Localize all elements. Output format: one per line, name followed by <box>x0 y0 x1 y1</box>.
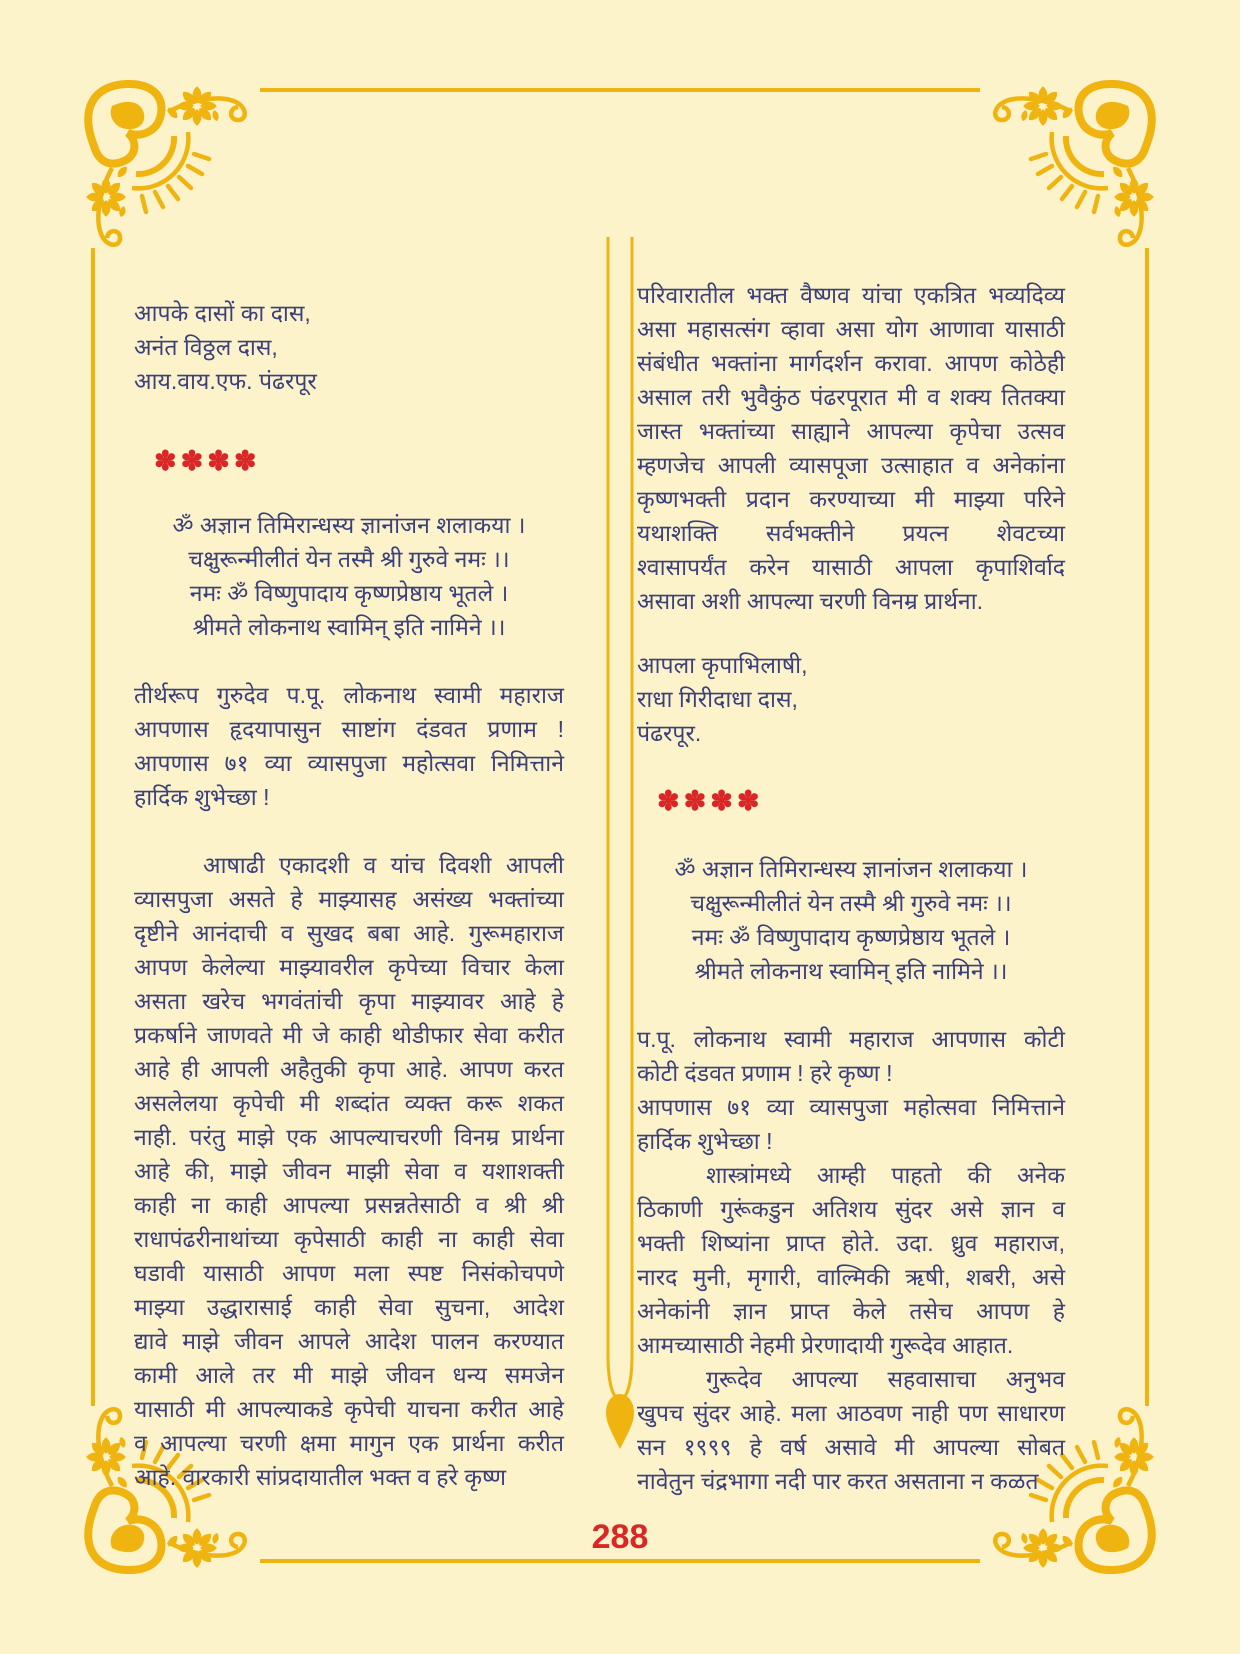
text-line: आय.वाय.एफ. पंढरपूर <box>134 368 317 394</box>
text-line: चक्षुरून्मीलीतं येन तस्मै श्री गुरुवे नमः ।। <box>690 890 1012 916</box>
text-line: श्वासापर्यंत करेन यासाठी आपला कृपाशिर्वाद <box>637 554 1065 580</box>
text-line: नमः ॐ विष्णुपादाय कृष्णप्रेष्ठाय भूतले । <box>691 924 1011 950</box>
left-salutation <box>134 678 564 814</box>
text-line: आषाढी एकादशी व यांच दिवशी आपली <box>134 852 564 878</box>
left-shloka <box>134 508 564 644</box>
text-line: व आपल्या चरणी क्षमा मागुन एक प्रार्थना करीत <box>134 1430 564 1456</box>
text-line: असता खरेच भगवंतांची कृपा माझ्यावर आहे हे <box>134 988 564 1014</box>
text-line: हार्दिक शुभेच्छा ! <box>134 784 270 810</box>
right-paragraph-one <box>637 1158 1065 1362</box>
text-line: ॐ अज्ञान तिमिरान्धस्य ज्ञानांजन शलाकया । <box>172 512 526 538</box>
text-line: घडावी यासाठी आपण मला स्पष्ट निसंकोचपणे <box>134 1260 564 1286</box>
text-line: नमः ॐ विष्णुपादाय कृष्णप्रेष्ठाय भूतले । <box>189 580 509 606</box>
text-line: आपण केलेल्या माझ्यावरील कृपेच्या विचार केला <box>134 954 564 980</box>
text-line: ॐ अज्ञान तिमिरान्धस्य ज्ञानांजन शलाकया । <box>674 856 1028 882</box>
left-separator-stars: ✽✽✽✽ <box>154 446 261 476</box>
text-line: सन १९९९ हे वर्ष असावे मी आपल्या सोबत <box>637 1434 1065 1460</box>
text-line: ठिकाणी गुरूंकडुन अतिशय सुंदर असे ज्ञान व <box>637 1196 1065 1222</box>
text-line: असावा अशी आपल्या चरणी विनम्र प्रार्थना. <box>637 588 984 614</box>
text-line: यासाठी मी आपल्याकडे कृपेची याचना करीत आहे <box>134 1396 564 1422</box>
text-line: अनंत विठ्ठल दास, <box>134 334 278 360</box>
frame-right-rule <box>1145 248 1149 1406</box>
text-line: नारद मुनी, मृगारी, वाल्मिकी ऋषी, शबरी, असे <box>637 1264 1065 1290</box>
text-line: असलेलया कृपेची मी शब्दांत व्यक्त करू शकत <box>134 1090 564 1116</box>
right-paragraph-two <box>637 1362 1065 1498</box>
page-number: 288 <box>591 1518 649 1556</box>
text-line: प्रकर्षाने जाणवते मी जे काही थोडीफार सेवा करीत <box>134 1022 564 1048</box>
text-line: असाल तरी भुवैकुंठ पंढरपूरात मी व शक्य तितक्या <box>637 384 1065 410</box>
text-line: काही ना काही आपल्या प्रसन्नतेसाठी व श्री श्री <box>134 1192 564 1218</box>
text-line: म्हणजेच आपली व्यासपूजा उत्साहात व अनेकांना <box>637 452 1065 478</box>
text-line: माझ्या उद्धारासाई काही सेवा सुचना, आदेश <box>134 1294 564 1320</box>
right-separator-stars: ✽✽✽✽ <box>657 786 764 816</box>
text-line: कामी आले तर मी माझे जीवन धन्य समजेन <box>134 1362 564 1388</box>
text-line: प.पू. लोकनाथ स्वामी महाराज आपणास कोटी <box>637 1026 1065 1052</box>
frame-top-rule <box>260 88 980 92</box>
left-column <box>134 296 564 1494</box>
right-shloka <box>637 852 1065 988</box>
text-line: आहे ही आपली अहैतुकी कृपा आहे. आपण करत <box>134 1056 564 1082</box>
text-line: नावेतुन चंद्रभागा नदी पार करत असताना न कळत <box>637 1468 1039 1494</box>
left-signature <box>134 296 564 398</box>
column-divider-icon <box>598 237 642 1451</box>
frame-bottom-rule <box>260 1559 980 1563</box>
text-line: शास्त्रांमध्ये आम्ही पाहतो की अनेक <box>637 1162 1065 1188</box>
text-line: कोटी दंडवत प्रणाम ! हरे कृष्ण ! <box>637 1060 893 1086</box>
text-line: खुपच सुंदर आहे. मला आठवण नाही पण साधारण <box>637 1400 1065 1426</box>
text-line: कृष्णभक्ती प्रदान करण्याच्या मी माझ्या परिने <box>637 486 1065 512</box>
text-line: हार्दिक शुभेच्छा ! <box>637 1128 773 1154</box>
right-column <box>637 278 1065 1498</box>
text-line: आपणास हृदयापासुन साष्टांग दंडवत प्रणाम ! <box>134 716 564 742</box>
left-body-paragraph <box>134 848 564 1494</box>
text-line: जास्त भक्तांच्या साह्याने आपल्या कृपेचा उत्सव <box>637 418 1065 444</box>
text-line: परिवारातील भक्त वैष्णव यांचा एकत्रित भव्यदिव्य <box>637 282 1065 308</box>
corner-ornament-top-left-icon <box>76 76 258 258</box>
text-line: आपणास ७१ व्या व्यासपुजा महोत्सवा निमित्ताने <box>134 750 564 776</box>
text-line: श्रीमते लोकनाथ स्वामिन् इति नामिने ।। <box>192 614 506 640</box>
right-salutation-a <box>637 1022 1065 1090</box>
text-line: असा महासत्संग व्हावा असा योग आणावा यासाठी <box>637 316 1065 342</box>
text-line: राधापंढरीनाथांच्या कृपेसाठी काही ना काही सेवा <box>134 1226 564 1252</box>
text-line: तीर्थरूप गुरुदेव प.पू. लोकनाथ स्वामी महाराज <box>134 682 564 708</box>
text-line: आपणास ७१ व्या व्यासपुजा महोत्सवा निमित्ताने <box>637 1094 1065 1120</box>
text-line: भक्ती शिष्यांना प्राप्त होते. उदा. ध्रुव महाराज, <box>637 1230 1065 1256</box>
right-salutation-b <box>637 1090 1065 1158</box>
text-line: आमच्यासाठी नेहमी प्रेरणादायी गुरूदेव आहात. <box>637 1332 1014 1358</box>
text-line: नाही. परंतु माझे एक आपल्याचरणी विनम्र प्रार्थना <box>134 1124 564 1150</box>
frame-left-rule <box>91 248 95 1406</box>
text-line: आपके दासों का दास, <box>134 300 311 326</box>
text-line: आहे की, माझे जीवन माझी सेवा व यशाशक्ती <box>134 1158 564 1184</box>
text-line: व्यासपुजा असते हे माझ्यासह असंख्य भक्तांच्या <box>134 886 564 912</box>
corner-ornament-top-right-icon <box>982 76 1164 258</box>
text-line: गुरूदेव आपल्या सहवासाचा अनुभव <box>637 1366 1065 1392</box>
text-line: अनेकांनी ज्ञान प्राप्त केले तसेच आपण हे <box>637 1298 1065 1324</box>
text-line: यथाशक्ति सर्वभक्तीने प्रयत्न शेवटच्या <box>637 520 1065 546</box>
text-line: श्रीमते लोकनाथ स्वामिन् इति नामिने ।। <box>694 958 1008 984</box>
text-line: दृष्टीने आनंदाची व सुखद बबा आहे. गुरूमहाराज <box>134 920 564 946</box>
right-signature <box>637 648 1065 750</box>
right-body-top-paragraph <box>637 278 1065 618</box>
text-line: द्यावे माझे जीवन आपले आदेश पालन करण्यात <box>134 1328 564 1354</box>
text-line: पंढरपूर. <box>637 720 702 746</box>
text-line: चक्षुरून्मीलीतं येन तस्मै श्री गुरुवे नमः ।। <box>188 546 510 572</box>
text-line: आहे. वारकारी सांप्रदायातील भक्त व हरे कृष्ण <box>134 1464 507 1490</box>
text-line: आपला कृपाभिलाषी, <box>637 652 808 678</box>
text-line: संबंधीत भक्तांना मार्गदर्शन करावा. आपण कोठेही <box>637 350 1065 376</box>
text-line: राधा गिरीदाधा दास, <box>637 686 798 712</box>
